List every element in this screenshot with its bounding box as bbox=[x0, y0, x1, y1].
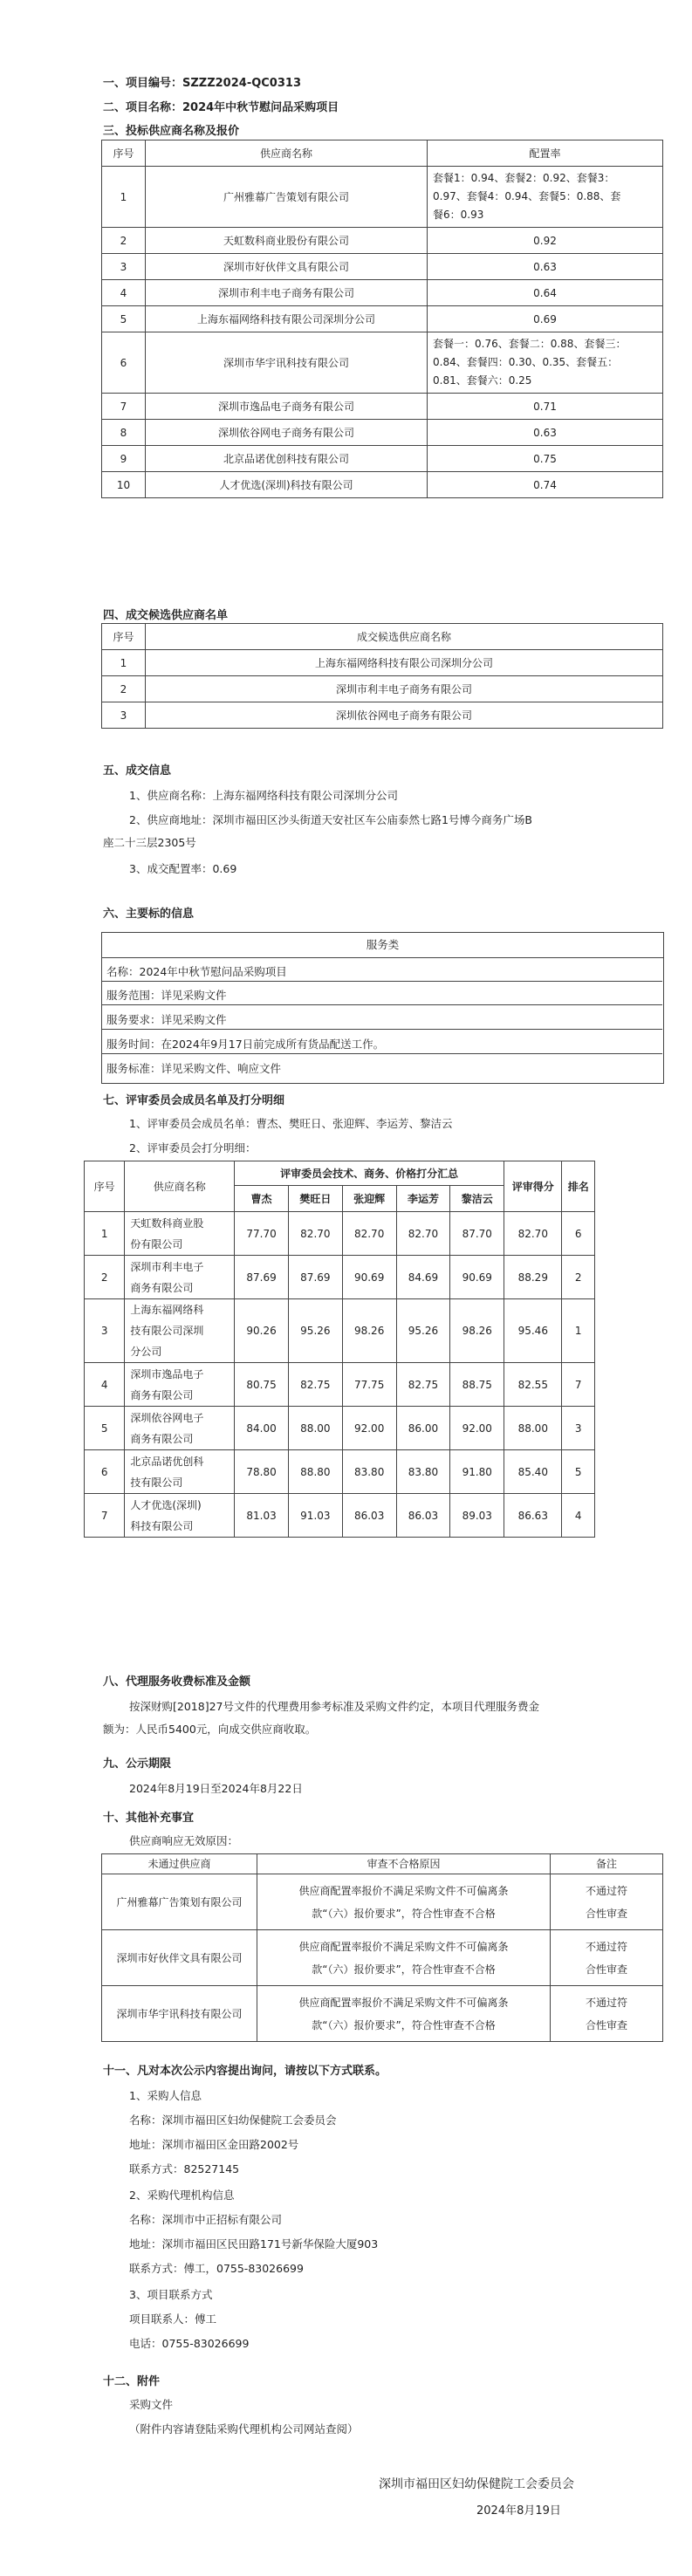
publicity-section-title: 九、公示期限 bbox=[103, 1757, 172, 1771]
failure-note bbox=[551, 1930, 663, 1986]
supplier-name: 深圳市华宇讯科技有限公司 bbox=[146, 332, 428, 394]
supplier-name-line: 技有限公司深圳 bbox=[130, 1325, 204, 1337]
agent-address: 地址：深圳市福田区民田路171号新华保险大厦903 bbox=[129, 2237, 379, 2251]
buyer-phone: 联系方式：82527145 bbox=[129, 2162, 240, 2175]
average-score: 82.55 bbox=[504, 1363, 562, 1407]
failed-supplier-name: 深圳市好伙伴文具有限公司 bbox=[102, 1930, 257, 1986]
supplier-name: 广州雅幕广告策划有限公司 bbox=[146, 167, 428, 228]
failure-reason-line: 供应商配置率报价不满足采购文件不可偏离条 bbox=[298, 1884, 509, 1897]
col-header-no: 序号 bbox=[85, 1161, 125, 1212]
config-rate-line: 0.63 bbox=[533, 426, 557, 439]
judge-score: 91.80 bbox=[450, 1450, 504, 1494]
attachment-item[interactable] bbox=[129, 2396, 173, 2412]
row-number: 3 bbox=[102, 702, 146, 729]
supplier-name: 北京品诺优创科技有限公司 bbox=[146, 446, 428, 472]
judge-score: 81.03 bbox=[235, 1494, 289, 1538]
supplier-name bbox=[125, 1299, 235, 1363]
table-row bbox=[85, 1407, 595, 1450]
judge-score: 98.26 bbox=[342, 1299, 396, 1363]
candidate-name: 深圳市利丰电子商务有限公司 bbox=[146, 676, 663, 702]
attachment-note: （附件内容请登陆采购代理机构公司网站查阅） bbox=[129, 2422, 359, 2436]
rank: 2 bbox=[562, 1256, 595, 1299]
deal-section-title: 五、成交信息 bbox=[103, 764, 172, 778]
agent-name: 名称：深圳市中正招标有限公司 bbox=[129, 2213, 283, 2226]
table-row bbox=[102, 306, 663, 332]
failure-reason-line: 供应商配置率报价不满足采购文件不可偏离条 bbox=[298, 1996, 509, 2009]
row-number: 5 bbox=[102, 306, 146, 332]
config-rate bbox=[428, 280, 663, 306]
agent-phone: 联系方式：傅工，0755-83026699 bbox=[129, 2262, 304, 2275]
judge-score: 86.00 bbox=[396, 1407, 450, 1450]
config-rate-line: 套餐1：0.94、套餐2：0.92、套餐3： bbox=[433, 172, 615, 184]
table-row bbox=[102, 167, 663, 228]
failed-supplier-name: 广州雅幕广告策划有限公司 bbox=[102, 1874, 257, 1930]
judge-score: 84.69 bbox=[396, 1256, 450, 1299]
col-header-note: 备注 bbox=[551, 1854, 663, 1874]
col-header-score-group: 评审委员会技术、商务、价格打分汇总 bbox=[235, 1161, 504, 1186]
row-number: 4 bbox=[102, 280, 146, 306]
config-rate-line: 0.81、套餐六：0.25 bbox=[433, 374, 532, 387]
failure-note-line: 不通过符 bbox=[585, 1884, 627, 1897]
bidders-section-title: 三、投标供应商名称及报价 bbox=[103, 125, 240, 138]
config-rate-line: 0.69 bbox=[533, 312, 557, 325]
judge-score: 77.70 bbox=[235, 1212, 289, 1256]
candidate-name: 深圳依谷网电子商务有限公司 bbox=[146, 702, 663, 729]
judge-name: 曹杰 bbox=[235, 1186, 289, 1212]
supplier-name-line: 科技有限公司 bbox=[130, 1519, 194, 1532]
row-number: 6 bbox=[102, 332, 146, 394]
service-time: 服务时间：在2024年9月17日前完成所有货品配送工作。 bbox=[106, 1038, 385, 1051]
row-number: 3 bbox=[85, 1299, 125, 1363]
row-number: 1 bbox=[102, 167, 146, 228]
col-header-average: 评审得分 bbox=[504, 1161, 562, 1212]
judge-name: 黎洁云 bbox=[450, 1186, 504, 1212]
supplier-name-line: 份有限公司 bbox=[130, 1237, 183, 1250]
judge-name: 樊旺日 bbox=[288, 1186, 342, 1212]
judge-score: 91.03 bbox=[288, 1494, 342, 1538]
failure-note-line: 合性审查 bbox=[585, 1963, 627, 1976]
config-rate-line: 0.75 bbox=[533, 452, 557, 465]
table-row bbox=[102, 1986, 663, 2042]
table-row bbox=[102, 650, 663, 676]
failure-reason bbox=[257, 1930, 551, 1986]
service-name: 名称：2024年中秋节慰问品采购项目 bbox=[106, 965, 287, 978]
fee-section-title: 八、代理服务收费标准及金额 bbox=[103, 1675, 251, 1689]
judge-score: 88.75 bbox=[450, 1363, 504, 1407]
supplier-name bbox=[125, 1407, 235, 1450]
row-number: 2 bbox=[85, 1256, 125, 1299]
judge-score: 82.70 bbox=[288, 1212, 342, 1256]
supplier-name-line: 人才优选(深圳) bbox=[130, 1498, 202, 1511]
supplier-name bbox=[125, 1450, 235, 1494]
rank: 5 bbox=[562, 1450, 595, 1494]
row-number: 8 bbox=[102, 420, 146, 446]
config-rate bbox=[428, 167, 663, 228]
supplier-name-line: 商务有限公司 bbox=[130, 1281, 194, 1294]
col-header-failed-supplier: 未通过供应商 bbox=[102, 1854, 257, 1874]
failure-reason bbox=[257, 1986, 551, 2042]
supplier-name bbox=[125, 1494, 235, 1538]
invalid-intro: 供应商响应无效原因： bbox=[129, 1834, 239, 1847]
supplier-name-line: 上海东福网络科 bbox=[130, 1304, 204, 1316]
failure-reason-line: 款“（六）报价要求”，符合性审查不合格 bbox=[312, 1907, 496, 1920]
average-score: 88.00 bbox=[504, 1407, 562, 1450]
col-header-supplier: 供应商名称 bbox=[125, 1161, 235, 1212]
table-row bbox=[102, 702, 663, 729]
project-number: 一、项目编号：SZZZ2024-QC0313 bbox=[103, 77, 301, 90]
judge-score: 87.69 bbox=[288, 1256, 342, 1299]
config-rate bbox=[428, 306, 663, 332]
judge-score: 77.75 bbox=[342, 1363, 396, 1407]
failure-reason-line: 款“（六）报价要求”，符合性审查不合格 bbox=[312, 2018, 496, 2031]
fee-line-2: 额为：人民币5400元，向成交供应商收取。 bbox=[103, 1723, 317, 1736]
average-score: 82.70 bbox=[504, 1212, 562, 1256]
judge-score: 80.75 bbox=[235, 1363, 289, 1407]
average-score: 88.29 bbox=[504, 1256, 562, 1299]
failure-note-line: 合性审查 bbox=[585, 2018, 627, 2031]
supplier-name-line: 天虹数科商业股 bbox=[130, 1216, 204, 1230]
invalid-table bbox=[101, 1853, 663, 2042]
row-number: 9 bbox=[102, 446, 146, 472]
col-header-supplier: 供应商名称 bbox=[146, 140, 428, 167]
candidates-table bbox=[101, 623, 663, 729]
config-rate bbox=[428, 446, 663, 472]
fee-line-1: 按深财购[2018]27号文件的代理费用参考标准及采购文件约定，本项目代理服务费金 bbox=[129, 1700, 539, 1713]
supplier-name: 深圳市利丰电子商务有限公司 bbox=[146, 280, 428, 306]
supplier-name bbox=[125, 1363, 235, 1407]
judge-score: 88.00 bbox=[288, 1407, 342, 1450]
judge-score: 78.80 bbox=[235, 1450, 289, 1494]
config-rate bbox=[428, 394, 663, 420]
bidders-table bbox=[101, 140, 663, 498]
rank: 4 bbox=[562, 1494, 595, 1538]
table-row bbox=[102, 254, 663, 280]
average-score: 95.46 bbox=[504, 1299, 562, 1363]
footer-org: 深圳市福田区妇幼保健院工会委员会 bbox=[379, 2477, 574, 2491]
judge-score: 83.80 bbox=[342, 1450, 396, 1494]
judge-score: 89.03 bbox=[450, 1494, 504, 1538]
scores-table bbox=[84, 1161, 595, 1538]
average-score: 85.40 bbox=[504, 1450, 562, 1494]
judge-score: 86.03 bbox=[396, 1494, 450, 1538]
deal-address-line-2: 座二十三层2305号 bbox=[103, 836, 196, 849]
supplier-name: 天虹数科商业股份有限公司 bbox=[146, 228, 428, 254]
config-rate-line: 0.63 bbox=[533, 260, 557, 273]
judge-score: 86.03 bbox=[342, 1494, 396, 1538]
config-rate-line: 0.71 bbox=[533, 400, 557, 413]
failure-reason bbox=[257, 1874, 551, 1930]
supplier-name: 深圳依谷网电子商务有限公司 bbox=[146, 420, 428, 446]
judge-score: 82.75 bbox=[288, 1363, 342, 1407]
project-name: 二、项目名称：2024年中秋节慰问品采购项目 bbox=[103, 101, 339, 114]
row-number: 10 bbox=[102, 472, 146, 498]
judge-score: 90.69 bbox=[450, 1256, 504, 1299]
supplier-name-line: 商务有限公司 bbox=[130, 1388, 194, 1401]
row-number: 2 bbox=[102, 676, 146, 702]
supplier-name: 人才优选(深圳)科技有限公司 bbox=[146, 472, 428, 498]
agent-title: 2、采购代理机构信息 bbox=[129, 2189, 235, 2202]
attachment-link[interactable]: 采购文件 bbox=[129, 2398, 174, 2411]
table-row bbox=[102, 676, 663, 702]
judge-name: 张迎辉 bbox=[342, 1186, 396, 1212]
rank: 1 bbox=[562, 1299, 595, 1363]
table-row bbox=[102, 228, 663, 254]
judge-score: 87.70 bbox=[450, 1212, 504, 1256]
supplier-name-line: 深圳市逸品电子 bbox=[130, 1367, 204, 1380]
project-contact-title: 3、项目联系方式 bbox=[129, 2288, 213, 2301]
config-rate bbox=[428, 228, 663, 254]
project-contact-person: 项目联系人：傅工 bbox=[129, 2312, 217, 2326]
judge-score: 84.00 bbox=[235, 1407, 289, 1450]
supplier-name-line: 深圳依谷网电子 bbox=[130, 1411, 204, 1424]
contact-section-title: 十一、凡对本次公示内容提出询问，请按以下方式联系。 bbox=[103, 2065, 387, 2078]
judge-score: 90.26 bbox=[235, 1299, 289, 1363]
judge-score: 92.00 bbox=[450, 1407, 504, 1450]
failure-note-line: 不通过符 bbox=[585, 1940, 627, 1953]
supplier-name-line: 技有限公司 bbox=[130, 1476, 183, 1489]
footer-date: 2024年8月19日 bbox=[476, 2504, 561, 2518]
table-row bbox=[102, 446, 663, 472]
committee-members: 1、评审委员会成员名单：曹杰、樊旺日、张迎辉、李运芳、黎洁云 bbox=[129, 1117, 453, 1130]
judge-score: 82.75 bbox=[396, 1363, 450, 1407]
table-row bbox=[102, 280, 663, 306]
row-number: 1 bbox=[102, 650, 146, 676]
service-scope: 服务范围：详见采购文件 bbox=[106, 989, 227, 1002]
rank: 7 bbox=[562, 1363, 595, 1407]
judge-name: 李运芳 bbox=[396, 1186, 450, 1212]
judge-score: 92.00 bbox=[342, 1407, 396, 1450]
deal-rate: 3、成交配置率：0.69 bbox=[129, 862, 237, 875]
config-rate-line: 0.84、套餐四：0.30、0.35、套餐五： bbox=[433, 356, 619, 368]
supplier-name: 上海东福网络科技有限公司深圳分公司 bbox=[146, 306, 428, 332]
service-category: 服务类 bbox=[101, 932, 664, 958]
judge-score: 98.26 bbox=[450, 1299, 504, 1363]
col-header-no: 序号 bbox=[102, 624, 146, 650]
publicity-period: 2024年8月19日至2024年8月22日 bbox=[129, 1782, 303, 1795]
supplier-name-line: 北京品诺优创科 bbox=[130, 1455, 204, 1468]
project-contact-phone: 电话：0755-83026699 bbox=[129, 2337, 250, 2350]
failed-supplier-name: 深圳市华宇讯科技有限公司 bbox=[102, 1986, 257, 2042]
rank: 3 bbox=[562, 1407, 595, 1450]
supplier-name-line: 深圳市利丰电子 bbox=[130, 1260, 204, 1273]
judge-score: 90.69 bbox=[342, 1256, 396, 1299]
scores-intro: 2、评审委员会打分明细： bbox=[129, 1141, 257, 1154]
col-header-candidate: 成交候选供应商名称 bbox=[146, 624, 663, 650]
buyer-address: 地址：深圳市福田区金田路2002号 bbox=[129, 2138, 299, 2151]
supplier-name bbox=[125, 1256, 235, 1299]
table-row bbox=[85, 1363, 595, 1407]
table-row bbox=[85, 1494, 595, 1538]
config-rate-line: 餐6：0.93 bbox=[433, 209, 484, 221]
table-row bbox=[102, 394, 663, 420]
service-requirement: 服务要求：详见采购文件 bbox=[106, 1013, 227, 1026]
table-row bbox=[85, 1212, 595, 1256]
supplier-name-line: 分公司 bbox=[130, 1346, 162, 1358]
judge-score: 83.80 bbox=[396, 1450, 450, 1494]
row-number: 6 bbox=[85, 1450, 125, 1494]
failure-reason-line: 供应商配置率报价不满足采购文件不可偏离条 bbox=[298, 1940, 509, 1953]
judge-score: 87.69 bbox=[235, 1256, 289, 1299]
other-section-title: 十、其他补充事宜 bbox=[103, 1812, 195, 1825]
supplier-name-line: 商务有限公司 bbox=[130, 1432, 194, 1445]
candidates-section-title: 四、成交候选供应商名单 bbox=[103, 609, 229, 622]
failure-note-line: 不通过符 bbox=[585, 1996, 627, 2009]
table-row bbox=[102, 472, 663, 498]
config-rate-line: 0.97、套餐4：0.94、套餐5：0.88、套 bbox=[433, 190, 621, 202]
table-row bbox=[102, 420, 663, 446]
row-number: 1 bbox=[85, 1212, 125, 1256]
row-number: 4 bbox=[85, 1363, 125, 1407]
buyer-title: 1、采购人信息 bbox=[129, 2089, 202, 2102]
failure-note-line: 合性审查 bbox=[585, 1907, 627, 1920]
supplier-name: 深圳市逸品电子商务有限公司 bbox=[146, 394, 428, 420]
judge-score: 82.70 bbox=[396, 1212, 450, 1256]
row-number: 7 bbox=[102, 394, 146, 420]
committee-section-title: 七、评审委员会成员名单及打分明细 bbox=[103, 1094, 285, 1107]
config-rate-line: 0.92 bbox=[533, 234, 557, 247]
col-header-reason: 审查不合格原因 bbox=[257, 1854, 551, 1874]
average-score: 86.63 bbox=[504, 1494, 562, 1538]
table-row bbox=[102, 332, 663, 394]
judge-score: 88.80 bbox=[288, 1450, 342, 1494]
deal-address-line-1: 2、供应商地址：深圳市福田区沙头街道天安社区车公庙泰然七路1号博今商务广场B bbox=[129, 813, 532, 826]
config-rate bbox=[428, 472, 663, 498]
table-row bbox=[102, 1930, 663, 1986]
failure-note bbox=[551, 1874, 663, 1930]
col-header-no: 序号 bbox=[102, 140, 146, 167]
table-row bbox=[85, 1450, 595, 1494]
main-info-section-title: 六、主要标的信息 bbox=[103, 908, 195, 921]
col-header-rate: 配置率 bbox=[428, 140, 663, 167]
judge-score: 95.26 bbox=[288, 1299, 342, 1363]
deal-supplier: 1、供应商名称：上海东福网络科技有限公司深圳分公司 bbox=[129, 789, 398, 802]
supplier-name bbox=[125, 1212, 235, 1256]
config-rate-line: 0.64 bbox=[533, 286, 557, 299]
rank: 6 bbox=[562, 1212, 595, 1256]
row-number: 2 bbox=[102, 228, 146, 254]
judge-score: 95.26 bbox=[396, 1299, 450, 1363]
row-number: 5 bbox=[85, 1407, 125, 1450]
supplier-name: 深圳市好伙伴文具有限公司 bbox=[146, 254, 428, 280]
judge-score: 82.70 bbox=[342, 1212, 396, 1256]
attachment-section-title: 十二、附件 bbox=[103, 2375, 161, 2388]
table-row bbox=[85, 1256, 595, 1299]
table-row bbox=[102, 1874, 663, 1930]
config-rate-line: 套餐一：0.76、套餐二：0.88、套餐三： bbox=[433, 338, 627, 350]
row-number: 7 bbox=[85, 1494, 125, 1538]
config-rate bbox=[428, 420, 663, 446]
table-row bbox=[85, 1299, 595, 1363]
row-number: 3 bbox=[102, 254, 146, 280]
failure-note bbox=[551, 1986, 663, 2042]
col-header-rank: 排名 bbox=[562, 1161, 595, 1212]
service-standard: 服务标准：详见采购文件、响应文件 bbox=[106, 1062, 282, 1075]
buyer-name: 名称：深圳市福田区妇幼保健院工会委员会 bbox=[129, 2114, 337, 2127]
candidate-name: 上海东福网络科技有限公司深圳分公司 bbox=[146, 650, 663, 676]
config-rate-line: 0.74 bbox=[533, 478, 557, 491]
config-rate bbox=[428, 332, 663, 394]
failure-reason-line: 款“（六）报价要求”，符合性审查不合格 bbox=[312, 1963, 496, 1976]
config-rate bbox=[428, 254, 663, 280]
